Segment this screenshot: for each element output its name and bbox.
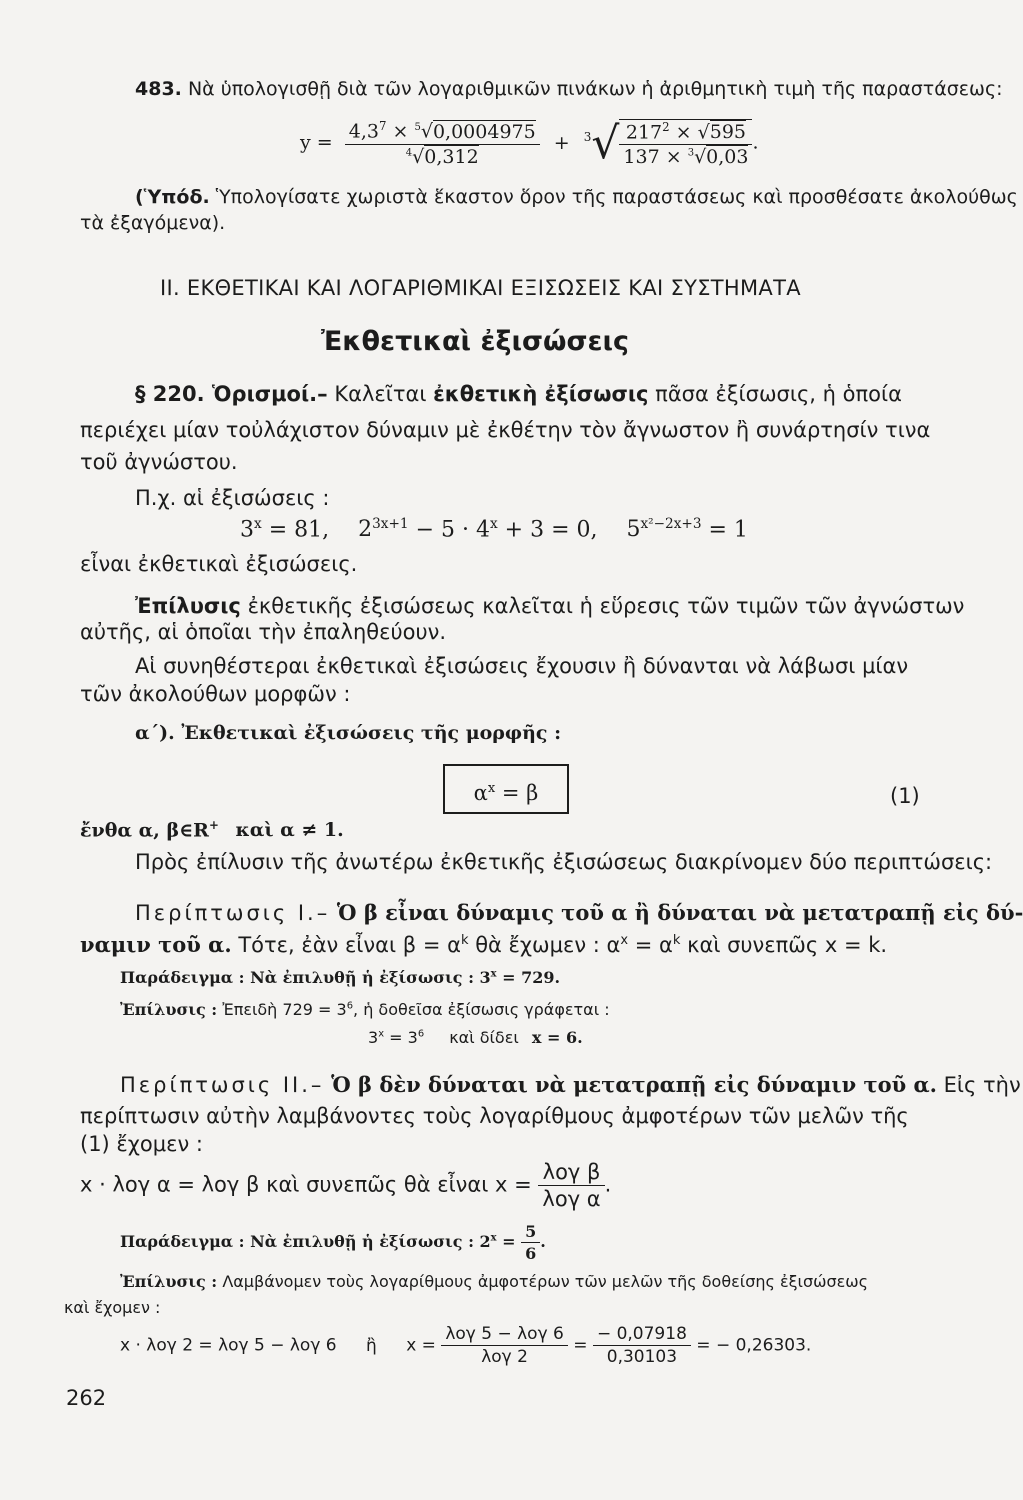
case-intro: Πρὸς ἐπίλυσιν τῆς ἀνωτέρω ἐκθετικῆς ἐξισώσεως διακρίνομεν δύο περιπτώσεις: (135, 850, 993, 874)
case2-solution-line1: Ἐπίλυσις : Λαμβάνομεν τοὺς λογαρίθμους ἀμφοτέρων τῶν μελῶν τῆς δοθείσης ἐξισώσεως (120, 1272, 869, 1291)
big-root-sign: √ (591, 118, 620, 169)
y-equals: y = (300, 131, 333, 154)
case2-final-equation: x · λογ 2 = λογ 5 − λογ 6 ἢ x = $\frac{\text{λογ 5 − λογ 6}}{\text{λογ 2}}$ = $\frac{- 0,07918}{0,30103}$ = − 0,26303. (120, 1324, 812, 1367)
problem-hint: (Ὑπόδ. Ὑπολογίσατε χωριστὰ ἕκαστον ὅρον τῆς παραστάσεως καὶ προσθέσατε ἀκολούθως (135, 186, 1018, 208)
solution-def-line3: Αἱ συνηθέστεραι ἐκθετικαὶ ἐξισώσεις ἔχουσιν ἢ δύνανται νὰ λάβωσι μίαν (135, 654, 909, 678)
page-number: 262 (66, 1386, 107, 1410)
case2-line1: Περίπτωσις ΙΙ.– Ὁ β δὲν δύναται νὰ μετατραπῇ εἰς δύναμιν τοῦ α. Εἰς τὴν (120, 1072, 1021, 1097)
section-heading: ΙΙ. ΕΚΘΕΤΙΚΑΙ ΚΑΙ ΛΟΓΑΡΙΘΜΙΚΑΙ ΕΞΙΣΩΣΕΙΣ ΚΑΙ ΣΥΣΤΗΜΑΤΑ (160, 276, 801, 300)
equation-number-1: (1) (890, 784, 920, 808)
form-a-heading: α΄). Ἐκθετικαὶ ἐξισώσεις τῆς μορφῆς : (135, 722, 562, 744)
case2-line2: περίπτωσιν αὐτὴν λαμβάνοντες τοὺς λογαρίθμους ἀμφοτέρων τῶν μελῶν τῆς (80, 1104, 909, 1128)
fraction-2: $\frac{217^2 \times √595}{137 \times ^3√0,03}$ (619, 119, 752, 168)
example-intro: Π.χ. αἱ ἐξισώσεις : (135, 486, 330, 510)
section-subheading: Ἐκθετικαὶ ἐξισώσεις (320, 326, 630, 357)
case1-solution-equation: $3^x = 3^6$ καὶ δίδει x = 6. (368, 1028, 583, 1047)
solution-def-line4: τῶν ἀκολούθων μορφῶν : (80, 682, 351, 706)
paragraph-220-line1: § 220. Ὁρισμοί.– Καλεῖται ἐκθετικὴ ἐξίσωσις πᾶσα ἐξίσωσις, ἡ ὁποία (135, 382, 902, 406)
case2-example: Παράδειγμα : Νὰ ἐπιλυθῇ ἡ ἐξίσωσις : 2$^x$ = $\frac{5}{6}$ . (120, 1222, 546, 1263)
form-a-boxed-equation: $\alpha^x = \beta$ (443, 764, 569, 814)
form-a-condition: ἔνθα α, β∈R+ καὶ α ≠ 1. (80, 818, 344, 842)
case2-solution-line2: καὶ ἔχομεν : (64, 1298, 161, 1317)
example-closing: εἶναι ἐκθετικαὶ ἐξισώσεις. (80, 552, 358, 576)
problem-hint-2: τὰ ἐξαγόμενα). (80, 212, 226, 234)
plus-sign: + (553, 131, 570, 154)
paragraph-220-line2: περιέχει μίαν τοὐλάχιστον δύναμιν μὲ ἐκθέτην τὸν ἄγνωστον ἢ συνάρτησίν τινα (80, 418, 931, 442)
case2-line3: (1) ἔχομεν : (80, 1132, 203, 1156)
paragraph-220-line3: τοῦ ἀγνώστου. (80, 450, 238, 474)
example-equations: 3$^x$ = 81, $2^{3x+1} - 5 \cdot 4^x + 3 = 0$, $5^{x^2-2x+3} = 1$ (240, 516, 748, 543)
cube-root-index: 3 (583, 130, 592, 145)
case1-solution: Ἐπίλυσις : Ἐπειδὴ $729 = 3^6$, ἡ δοθεῖσα ἐξίσωσις γράφεται : (120, 1000, 610, 1019)
solution-def-line2: αὐτῆς, αἱ ὁποῖαι τὴν ἐπαληθεύουν. (80, 620, 447, 644)
solution-def-line1: Ἐπίλυσις ἐκθετικῆς ἐξισώσεως καλεῖται ἡ εὕρεσις τῶν τιμῶν τῶν ἀγνώστων (135, 594, 965, 618)
problem-number: 483. (135, 78, 182, 100)
problem-formula: y = $\frac{4,3^7 \times ^5√0,0004975}{^4√0,312}$ + $^3$√ $\frac{217^2 \times √595}{137 \times ^3√0,03}$ . (300, 118, 759, 169)
case1-example: Παράδειγμα : Νὰ ἐπιλυθῇ ἡ ἐξίσωσις : 3$^x$ = 729. (120, 968, 561, 987)
problem-statement (135, 78, 1003, 100)
case1-line1: Περίπτωσις Ι.– Ὁ β εἶναι δύναμις τοῦ α ἢ δύναται νὰ μετατραπῇ εἰς δύ- (135, 900, 1023, 925)
problem-text: Νὰ ὑπολογισθῇ διὰ τῶν λογαριθμικῶν πινάκων ἡ ἀριθμητικὴ τιμὴ τῆς παραστάσεως: (187, 78, 1003, 100)
case2-formula: x · λογ α = λογ β καὶ συνεπῶς θὰ εἶναι x = $\frac{\text{λογ β}}{\text{λογ α}}$ . (80, 1160, 612, 1211)
fraction-1: $\frac{4,3^7 \times ^5√0,0004975}{^4√0,312}$ (345, 119, 540, 167)
case1-line2: ναμιν τοῦ α. Τότε, ἐὰν εἶναι $\beta = \alpha^k$ θὰ ἔχωμεν : $\alpha^x = \alpha^k$ καὶ συνεπῶς x = k. (80, 932, 888, 957)
